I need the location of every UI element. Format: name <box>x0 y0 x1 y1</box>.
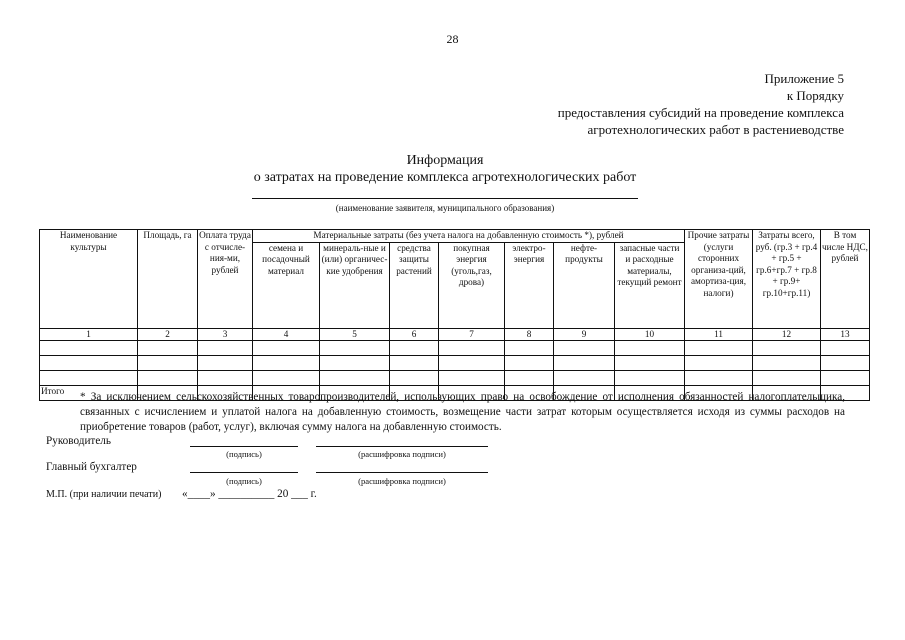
table-cell[interactable] <box>505 341 554 356</box>
table-cell[interactable] <box>753 371 821 386</box>
footnote <box>46 390 845 435</box>
header-total-costs: Затраты всего, руб. (гр.3 + гр.4 + гр.5 + гр.6+гр.7 + гр.8 + гр.9+ гр.10+гр.11) <box>753 230 821 329</box>
column-number: 8 <box>505 328 554 341</box>
table-cell[interactable] <box>253 356 320 371</box>
header-oil-products: нефте-продукты <box>554 242 615 328</box>
header-plant-protection: средства защиты растений <box>390 242 439 328</box>
column-numbers-row <box>40 328 870 341</box>
applicant-caption: (наименование заявителя, муниципального образования) <box>335 203 555 213</box>
appendix-line-2: к Порядку <box>786 88 844 103</box>
table-row <box>40 371 870 386</box>
appendix-line-4: агротехнологических работ в растениеводстве <box>587 122 844 137</box>
table-cell[interactable] <box>505 356 554 371</box>
table-cell[interactable] <box>753 356 821 371</box>
table-row <box>40 356 870 371</box>
table-cell[interactable] <box>615 356 685 371</box>
accountant-signature-line[interactable] <box>190 472 298 473</box>
header-electricity: электро-энергия <box>505 242 554 328</box>
table-cell[interactable] <box>685 356 753 371</box>
table-cell[interactable] <box>615 341 685 356</box>
stamp-label: М.П. (при наличии печати) <box>46 489 162 500</box>
column-number: 2 <box>138 328 198 341</box>
title-line-2: о затратах на проведение комплекса агротехнологических работ <box>253 170 637 185</box>
table-cell[interactable] <box>253 371 320 386</box>
table-cell[interactable] <box>821 356 870 371</box>
column-number: 11 <box>685 328 753 341</box>
table-cell[interactable] <box>821 371 870 386</box>
table-cell[interactable] <box>505 371 554 386</box>
head-decoding-caption: (расшифровка подписи) <box>358 449 446 459</box>
table-cell[interactable] <box>439 341 505 356</box>
header-purchased-energy: покупная энергия (уголь,газ, дрова) <box>439 242 505 328</box>
head-label: Руководитель <box>46 435 111 447</box>
table-cell[interactable] <box>554 371 615 386</box>
table-cell[interactable] <box>138 356 198 371</box>
header-row-1 <box>40 230 870 243</box>
table-cell[interactable] <box>685 371 753 386</box>
title-line-1: Информация <box>406 153 484 168</box>
header-culture: Наименование культуры <box>40 230 138 329</box>
header-vat: В том числе НДС, рублей <box>821 230 870 329</box>
table-cell[interactable] <box>390 341 439 356</box>
table-cell[interactable] <box>753 341 821 356</box>
column-number: 12 <box>753 328 821 341</box>
table-cell[interactable] <box>320 356 390 371</box>
table-cell[interactable] <box>198 371 253 386</box>
costs-table <box>39 229 870 401</box>
column-number: 3 <box>198 328 253 341</box>
table-cell[interactable] <box>554 356 615 371</box>
table-cell[interactable] <box>390 356 439 371</box>
column-number: 5 <box>320 328 390 341</box>
page-number: 28 <box>446 32 459 46</box>
header-fertilizers: минераль-ные и (или) органичес-кие удобрения <box>320 242 390 328</box>
appendix-line-1: Приложение 5 <box>764 71 844 86</box>
footnote-text: * За исключением сельскохозяйственных товаропроизводителей, использующих право на освобождение от исполнения обязанностей налогоплательщика, связанных с исчислением и уплатой налога на добавленную стоимость, возмещение части затрат которым осуществляется исходя из суммы расходов на приобретение товаров (работ, услуг), включая сумму налога на добавленную стоимость. <box>80 391 845 433</box>
table-cell[interactable] <box>821 341 870 356</box>
accountant-label: Главный бухгалтер <box>46 461 137 473</box>
table-cell[interactable] <box>198 341 253 356</box>
header-labor: Оплата труда с отчисле-ния-ми, рублей <box>198 230 253 329</box>
accountant-decoding-line[interactable] <box>316 472 488 473</box>
table-cell[interactable] <box>138 371 198 386</box>
table-cell[interactable] <box>320 341 390 356</box>
table-cell[interactable] <box>685 341 753 356</box>
document-title <box>0 152 890 186</box>
table-cell[interactable] <box>40 356 138 371</box>
header-spare-parts: запасные части и расходные материалы, текущий ремонт <box>615 242 685 328</box>
table-cell[interactable] <box>138 341 198 356</box>
table-cell[interactable] <box>554 341 615 356</box>
appendix-reference <box>558 70 844 138</box>
table-row <box>40 341 870 356</box>
header-material-costs: Материальные затраты (без учета налога на добавленную стоимость *), рублей <box>253 230 685 243</box>
table-cell[interactable] <box>439 356 505 371</box>
appendix-line-3: предоставления субсидий на проведение комплекса <box>557 105 844 120</box>
table-cell[interactable] <box>615 371 685 386</box>
accountant-decoding-caption: (расшифровка подписи) <box>358 476 446 486</box>
total-label: Итого <box>40 386 138 401</box>
head-signature-caption: (подпись) <box>226 449 262 459</box>
table-cell[interactable] <box>439 371 505 386</box>
accountant-signature-caption: (подпись) <box>226 476 262 486</box>
table-cell[interactable] <box>390 371 439 386</box>
column-number: 4 <box>253 328 320 341</box>
column-number: 6 <box>390 328 439 341</box>
header-seeds: семена и посадочный материал <box>253 242 320 328</box>
column-number: 13 <box>821 328 870 341</box>
table-cell[interactable] <box>198 356 253 371</box>
header-area: Площадь, га <box>138 230 198 329</box>
table-cell[interactable] <box>320 371 390 386</box>
head-decoding-line[interactable] <box>316 446 488 447</box>
column-number: 7 <box>439 328 505 341</box>
header-other-costs: Прочие затраты (услуги сторонних организа-ций, амортиза-ция, налоги) <box>685 230 753 329</box>
column-number: 9 <box>554 328 615 341</box>
table-cell[interactable] <box>253 341 320 356</box>
table-cell[interactable] <box>40 371 138 386</box>
applicant-name-line <box>252 198 638 199</box>
column-number: 10 <box>615 328 685 341</box>
date-field[interactable]: «____» __________ 20 ___ г. <box>182 488 317 500</box>
table-cell[interactable] <box>40 341 138 356</box>
column-number: 1 <box>40 328 138 341</box>
head-signature-line[interactable] <box>190 446 298 447</box>
